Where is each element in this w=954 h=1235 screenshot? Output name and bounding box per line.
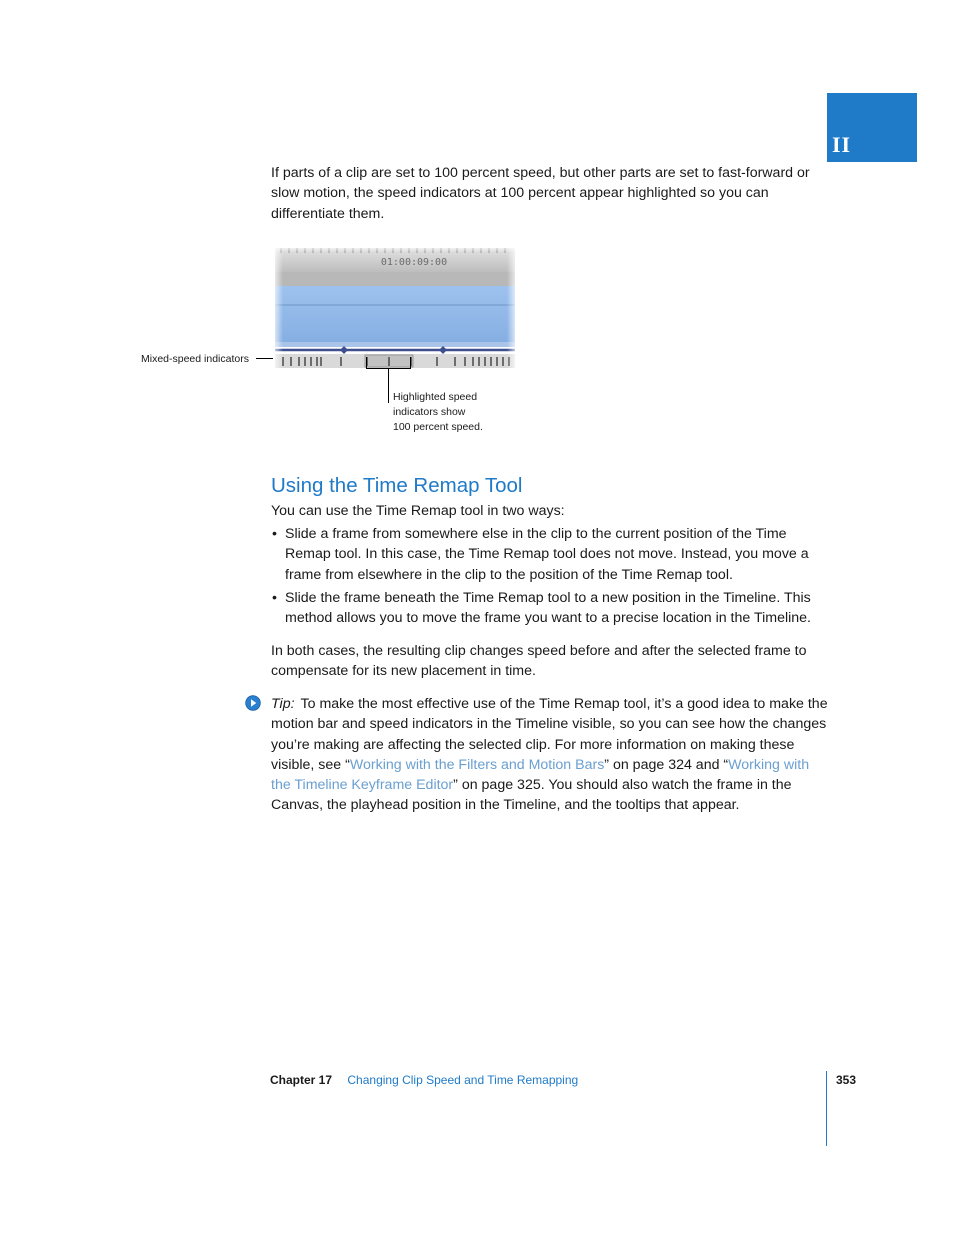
chapter-number: Chapter 17: [270, 1073, 333, 1087]
tip-text: ” on page 324 and “: [604, 756, 729, 773]
tip-text: To make the most effective use of the Time Remap tool, it’s a good idea to make the motion bar and speed indicators in the Timeline visible, so you can see how the changes you’re making are affecting the selected clip. For more information on making these visible, see “: [271, 696, 828, 773]
list-item: [271, 588, 831, 629]
keyframe-marker: [340, 346, 348, 354]
clip-body: [275, 286, 515, 342]
chapter-title-link[interactable]: Changing Clip Speed and Time Remapping: [347, 1073, 579, 1087]
bullet-icon: •: [272, 526, 277, 542]
tip-paragraph: [271, 694, 831, 816]
tip-label: Tip:: [271, 696, 295, 712]
link-filters-motion-bars[interactable]: Working with the Filters and Motion Bars: [349, 756, 605, 773]
bracket-right: [410, 357, 411, 369]
intro-paragraph: If parts of a clip are set to 100 percent speed, but other parts are set to fast-forward or slow motion, the speed indicators at 100 percent appear highlighted so you can differentiate them.: [271, 165, 810, 222]
callout-mixed-line: [256, 358, 273, 359]
callout-highlighted-speed: [393, 390, 483, 435]
list-item: [271, 524, 831, 585]
footer-rule: [826, 1071, 827, 1146]
keyframe-marker: [439, 346, 447, 354]
list-item-text: Slide a frame from somewhere else in the clip to the current position of the Time Remap tool. In this case, the Time Remap tool does not move. Instead, you move a frame from elsewhere in the clip to the position of the Time Remap tool.: [285, 526, 809, 583]
part-tab-label: II: [832, 132, 852, 157]
timeline-figure: [271, 244, 519, 378]
callout-line: 100 percent speed.: [393, 421, 483, 433]
link-timeline-keyframe-editor[interactable]: Working with the Timeline Keyframe Editor: [271, 756, 810, 794]
callout-line: Highlighted speed: [393, 391, 478, 403]
both-cases-paragraph: In both cases, the resulting clip changes speed before and after the selected frame to compensate for its new placement in time.: [271, 643, 807, 680]
lead-paragraph: You can use the Time Remap tool in two ways:: [271, 503, 565, 519]
track-header-strip: [275, 272, 515, 286]
part-tab: [827, 93, 917, 162]
timeline-screenshot: [271, 244, 519, 378]
callout-mixed-speed: Mixed-speed indicators: [141, 353, 249, 365]
section-heading: Using the Time Remap Tool: [271, 474, 523, 497]
list-item-text: Slide the frame beneath the Time Remap tool to a new position in the Timeline. This method allows you to move the frame you want to a precise location in the Timeline.: [285, 589, 811, 627]
page-number: 353: [836, 1073, 857, 1087]
bullet-icon: •: [272, 589, 277, 606]
callout-highlight-line: [388, 368, 389, 403]
page-footer: [270, 1073, 578, 1087]
bullet-list: [271, 524, 831, 631]
tip-text: ” on page 325. You should also watch the frame in the Canvas, the playhead position in the Timeline, and the tooltips that appear.: [271, 777, 792, 814]
callout-line: indicators show: [393, 406, 466, 418]
timecode-label: 01:00:09:00: [380, 257, 448, 268]
tip-arrow-icon: [245, 695, 261, 711]
motion-bar-area: [275, 342, 515, 347]
